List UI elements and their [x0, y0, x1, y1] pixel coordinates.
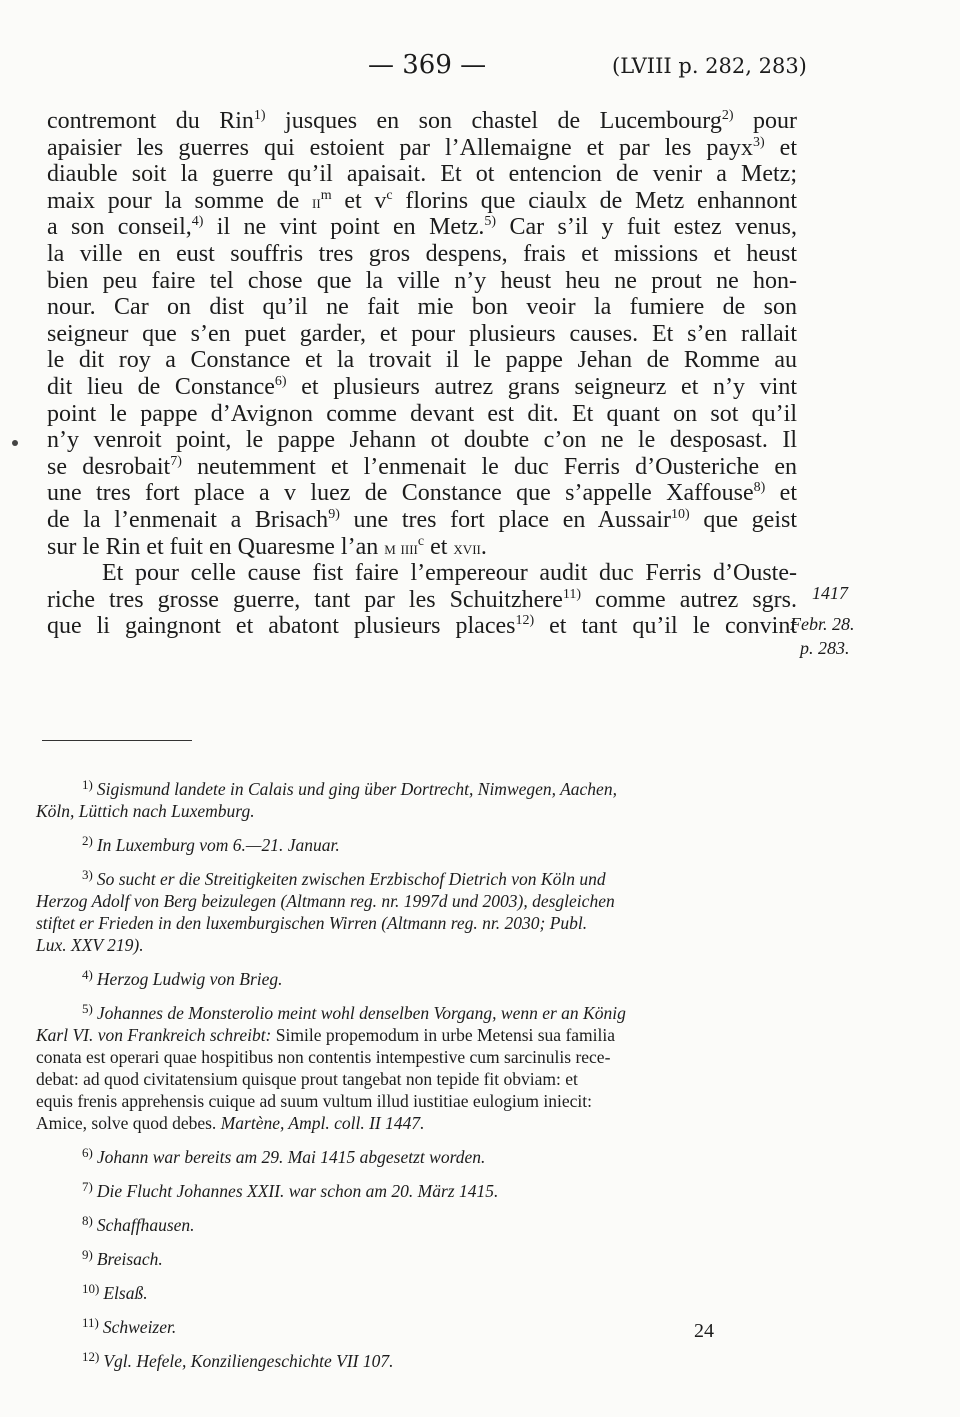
text-line: que li gaingnont et abatont plusieurs places$^{12)}$ et tant qu’il le convint [47, 613, 798, 640]
text-line: maix pour la somme de $ii^m$ et $v^c$ florins que ciaulx de Metz enhannont [47, 187, 798, 214]
printer-signature: 24 [694, 1320, 714, 1342]
footnote: $^{3)}$ So sucht er die Streitigkeiten zwischen Erzbischof Dietrich von Köln und [82, 867, 606, 889]
footnote-cont: Herzog Adolf von Berg beizulegen (Altmann reg. nr. 1997d und 2003), desgleichen [36, 891, 615, 911]
text-line: la ville en eust souffris tres gros despens, frais et missions et heust [47, 240, 797, 267]
text-line: bien peu faire tel chose que la ville n’y heust heu ne prout ne hon- [47, 267, 797, 294]
text-line: point le pappe d’Avignon comme devant est dit. Et quant on sot qu’il [47, 400, 797, 427]
scan-speck [12, 440, 18, 446]
footnotes [36, 774, 788, 1372]
page-number: — 369 — [368, 50, 487, 80]
footnote-rule [42, 740, 192, 741]
footnote: $^{11)}$ Schweizer. [82, 1315, 177, 1337]
text-line: riche tres grosse guerre, tant par les Schuitzhere$^{11)}$ comme autrez sgrs. [47, 586, 797, 613]
footnote-cont: Amice, solve quod debes. Martène, Ampl. coll. II 1447. [36, 1113, 425, 1133]
text-line: Et pour celle cause fist faire l’empereour audit duc Ferris d’Ouste- [102, 560, 797, 587]
source-reference: (LVIII p. 282, 283) [612, 54, 807, 78]
body-text [47, 108, 797, 640]
text-line: a son conseil,$^{4)}$ il ne vint point en Metz.$^{5)}$ Car s’il y fuit estez venus, [47, 214, 797, 241]
margin-date: Febr. 28. [790, 614, 855, 634]
text-line: seigneur que s’en puet garder, et pour plusieurs causes. Et s’en rallait [47, 320, 797, 347]
footnote-cont: stiftet er Frieden in den luxemburgischen Wirren (Altmann reg. nr. 2030; Publ. [36, 913, 588, 933]
footnote: $^{8)}$ Schaffhausen. [82, 1213, 195, 1235]
footnote: $^{2)}$ In Luxemburg vom 6.—21. Januar. [82, 833, 340, 855]
text-line: contremont du Rin$^{1)}$ jusques en son chastel de Lucembourg$^{2)}$ pour [47, 108, 798, 134]
footnote: $^{5)}$ Johannes de Monsterolio meint wohl denselben Vorgang, wenn er an König [82, 1001, 626, 1023]
text-line: dit lieu de Constance$^{6)}$ et plusieurs autrez grans seigneurz et n’y vint [47, 373, 798, 400]
footnote-cont: Karl VI. von Frankreich schreibt: Simile propemodum in urbe Metensi sua familia [36, 1025, 616, 1045]
text-line: sur le Rin et fuit en Quaresme l’an m iiii$^c$ et xvii. [47, 533, 487, 560]
footnote: $^{9)}$ Breisach. [82, 1247, 163, 1269]
footnote-cont: debat: ad quod civitatensium quisque prout tangebat non tepide fit obviam: et [36, 1069, 578, 1089]
footnote: $^{4)}$ Herzog Ludwig von Brieg. [82, 967, 283, 989]
text-line: n’y venroit point, le pappe Jehann ot doubte c’on ne le desposast. Il [47, 427, 797, 454]
footnote-cont: conata est operari quae hospitibus non contentis intempestive cum sarcinulis rece- [36, 1047, 611, 1067]
margin-page-ref: p. 283. [800, 638, 850, 658]
text-line: diauble soit la guerre qu’il apaisait. Et ot entencion de venir a Metz; [47, 161, 797, 188]
text-line: de la l’enmenait a Brisach$^{9)}$ une tres fort place en Aussair$^{10)}$ que geist [47, 506, 797, 533]
text-line: se desrobait$^{7)}$ neutemment et l’enmenait le duc Ferris d’Ousteriche en [47, 453, 797, 480]
text-line: le dit roy a Constance et la trovait il le pappe Jehan de Romme au [47, 347, 797, 374]
footnote-cont: Köln, Lüttich nach Luxemburg. [36, 801, 255, 821]
footnote: $^{12)}$ Vgl. Hefele, Konziliengeschichte VII 107. [82, 1349, 394, 1371]
footnote: $^{10)}$ Elsaß. [82, 1281, 148, 1303]
footnote-cont: equis frenis apprehensis cuique ad suum vultum illud iustitiae eulogium iniecit: [36, 1091, 593, 1111]
margin-year: 1417 [812, 583, 848, 603]
footnote: $^{7)}$ Die Flucht Johannes XXII. war schon am 20. März 1415. [82, 1179, 499, 1201]
text-line: une tres fort place a v luez de Constance que s’appelle Xaffouse$^{8)}$ et [47, 480, 797, 507]
footnote-cont: Lux. XXV 219). [36, 935, 144, 955]
running-header [0, 50, 960, 90]
text-line: nour. Car on dist qu’il ne fait mie bon veoir la fumiere de son [47, 294, 797, 321]
footnote: $^{6)}$ Johann war bereits am 29. Mai 1415 abgesetzt worden. [82, 1145, 486, 1167]
footnote: $^{1)}$ Sigismund landete in Calais und ging über Dortrecht, Nimwegen, Aachen, [82, 777, 617, 799]
text-line: apaisier les guerres qui estoient par l’Allemaigne et par les payx$^{3)}$ et [47, 134, 797, 161]
